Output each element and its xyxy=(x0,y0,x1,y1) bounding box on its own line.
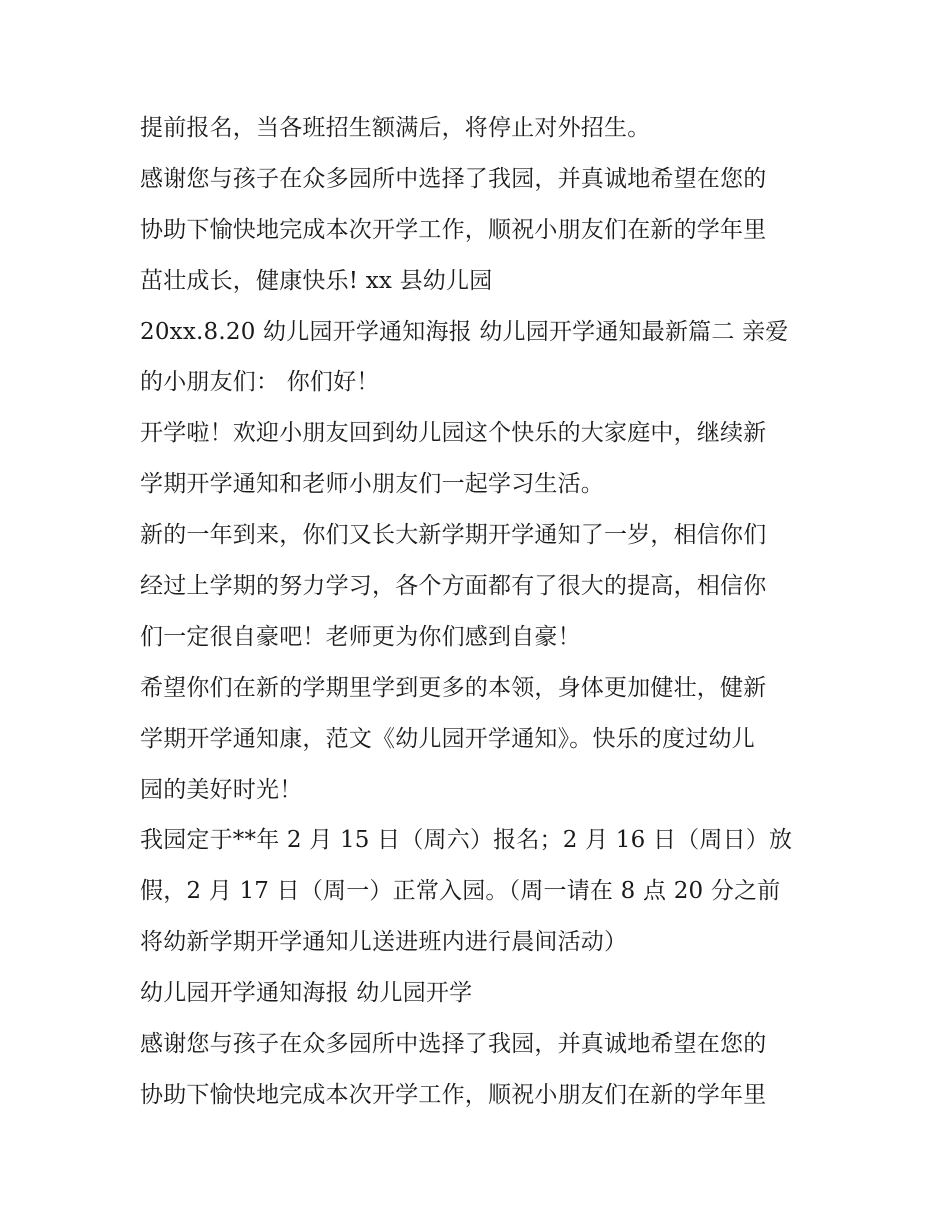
text-line: 们一定很自豪吧！老师更为你们感到自豪！ xyxy=(140,623,581,650)
text-line: 20xx.8.20 幼儿园开学通知海报 幼儿园开学通知最新篇二 亲爱 xyxy=(140,318,789,345)
text-line: 假，2 月 17 日（周一）正常入园。（周一请在 8 点 20 分之前 xyxy=(140,878,781,905)
text-line: 学期开学通知和老师小朋友们一起学习生活。 xyxy=(140,471,604,498)
text-line: 协助下愉快地完成本次开学工作，顺祝小朋友们在新的学年里 xyxy=(140,216,767,243)
text-line: 新的一年到来，你们又长大新学期开学通知了一岁，相信你们 xyxy=(140,522,767,549)
text-line: 感谢您与孩子在众多园所中选择了我园，并真诚地希望在您的 xyxy=(140,165,767,192)
text-line: 希望你们在新的学期里学到更多的本领，身体更加健壮，健新 xyxy=(140,674,767,701)
text-line: 感谢您与孩子在众多园所中选择了我园，并真诚地希望在您的 xyxy=(140,1031,767,1058)
text-line: 提前报名，当各班招生额满后，将停止对外招生。 xyxy=(140,115,651,141)
text-line: 协助下愉快地完成本次开学工作，顺祝小朋友们在新的学年里 xyxy=(140,1081,767,1108)
text-line: 将幼新学期开学通知儿送进班内进行晨间活动） xyxy=(140,929,628,956)
text-line: 茁壮成长，健康快乐! xx 县幼儿园 xyxy=(140,267,493,294)
text-line: 幼儿园开学通知海报 幼儿园开学 xyxy=(140,980,473,1007)
text-line: 开学啦！欢迎小朋友回到幼儿园这个快乐的大家庭中，继续新 xyxy=(140,420,767,447)
text-line: 经过上学期的努力学习，各个方面都有了很大的提高，相信你 xyxy=(140,573,767,600)
text-line: 的小朋友们： 你们好！ xyxy=(140,369,380,396)
text-line: 我园定于**年 2 月 15 日（周六）报名；2 月 16 日（周日）放 xyxy=(140,827,793,854)
document-body xyxy=(140,103,820,1121)
text-line: 园的美好时光！ xyxy=(140,776,303,803)
text-line: 学期开学通知康，范文《幼儿园开学通知》。快乐的度过幼儿 xyxy=(140,725,755,752)
